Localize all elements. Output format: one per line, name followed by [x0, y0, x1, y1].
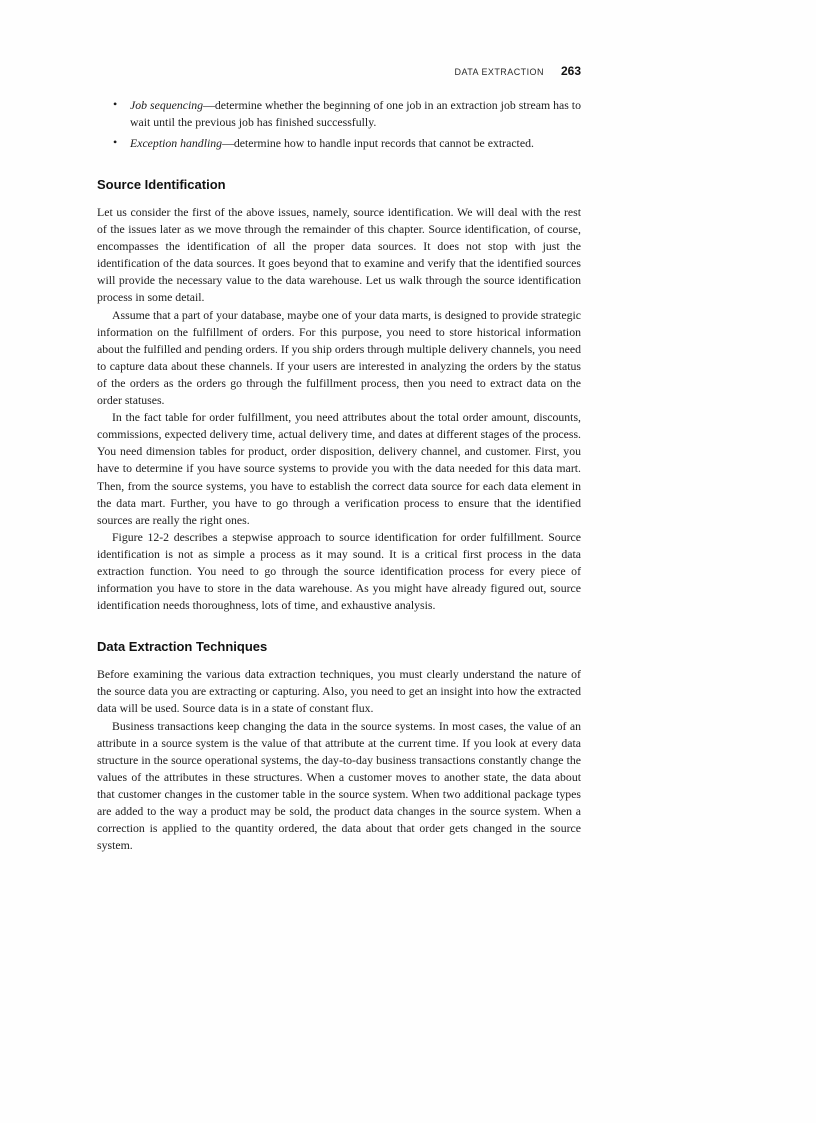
- bullet-icon: •: [113, 97, 118, 111]
- paragraph: Let us consider the first of the above issues, namely, source identification. We will deal with the rest of the issues later as we move through the remainder of this chapter. Source identification, of course, encompasses the identification of all the proper data sources. It does not stop with just the identification of the data sources. It goes beyond that to examine and verify that the identified sources will provide the necessary value to the data warehouse. Let us walk through the source identification process in some detail.: [97, 205, 581, 305]
- bullet-list: [97, 97, 581, 152]
- bullet-icon: •: [113, 135, 118, 149]
- list-item: [113, 135, 581, 152]
- section-heading-source-identification: Source Identification: [97, 177, 226, 192]
- bullet-text: —determine how to handle input records that cannot be extracted.: [222, 136, 534, 150]
- paragraph: Assume that a part of your database, maybe one of your data marts, is designed to provide strategic information on the fulfillment of orders. For this purpose, you need to store historical information about the fulfilled and pending orders. If you ship orders through multiple delivery channels, you need to capture data about these channels. If your users are interested in analyzing the orders by the status of the orders as the orders go through the fulfillment process, then you need to extract data on the order statuses.: [97, 307, 581, 408]
- list-item: [113, 97, 581, 131]
- paragraph: Business transactions keep changing the data in the source systems. In most cases, the value of an attribute in a source system is the value of that attribute at the current time. If you look at every data structure in the source operational systems, the day-to-day business transactions constantly change the values of the attributes in these structures. When a customer moves to another state, the data about that customer changes in the customer table in the source system. When two additional package types are added to the way a product may be sold, the product data changes in the source system. When a correction is applied to the quantity ordered, the data about that order gets changed in the source system.: [97, 718, 581, 853]
- paragraph: In the fact table for order fulfillment, you need attributes about the total order amount, discounts, commissions, expected delivery time, actual delivery time, and dates at different stages of the process. You need dimension tables for product, order disposition, delivery channel, and customer. First, you have to determine if you have source systems to provide you with the data needed for this data mart. Then, from the source systems, you have to establish the correct data source for each data element in the data mart. Further, you have to go through a verification process to ensure that the identified sources are really the right ones.: [97, 410, 581, 527]
- bullet-text: —determine whether the beginning of one job in an extraction job stream has to wait until the previous job has finished successfully.: [130, 98, 581, 129]
- section-heading-data-extraction-techniques: Data Extraction Techniques: [97, 639, 268, 655]
- page-number: 263: [560, 64, 581, 78]
- text-column: [97, 64, 581, 854]
- running-header: [97, 64, 581, 78]
- paragraph: Before examining the various data extraction techniques, you must clearly understand the nature of the source data you are extracting or capturing. Also, you need to get an insight into how the extracted data will be used. Source data is in a state of constant flux.: [97, 667, 581, 716]
- paragraph: Figure 12-2 describes a stepwise approach to source identification for order fulfillment. Source identification is not as simple a process as it may sound. It is a critical first process in the data extraction function. You need to go through the source identification process for every piece of information you have to store in the data warehouse. As you might have already figured out, source identification needs thoroughness, lots of time, and exhaustive analysis.: [97, 529, 581, 613]
- bullet-term: Job sequencing: [130, 98, 204, 112]
- running-title: DATA EXTRACTION: [454, 67, 544, 77]
- bullet-term: Exception handling: [130, 136, 223, 150]
